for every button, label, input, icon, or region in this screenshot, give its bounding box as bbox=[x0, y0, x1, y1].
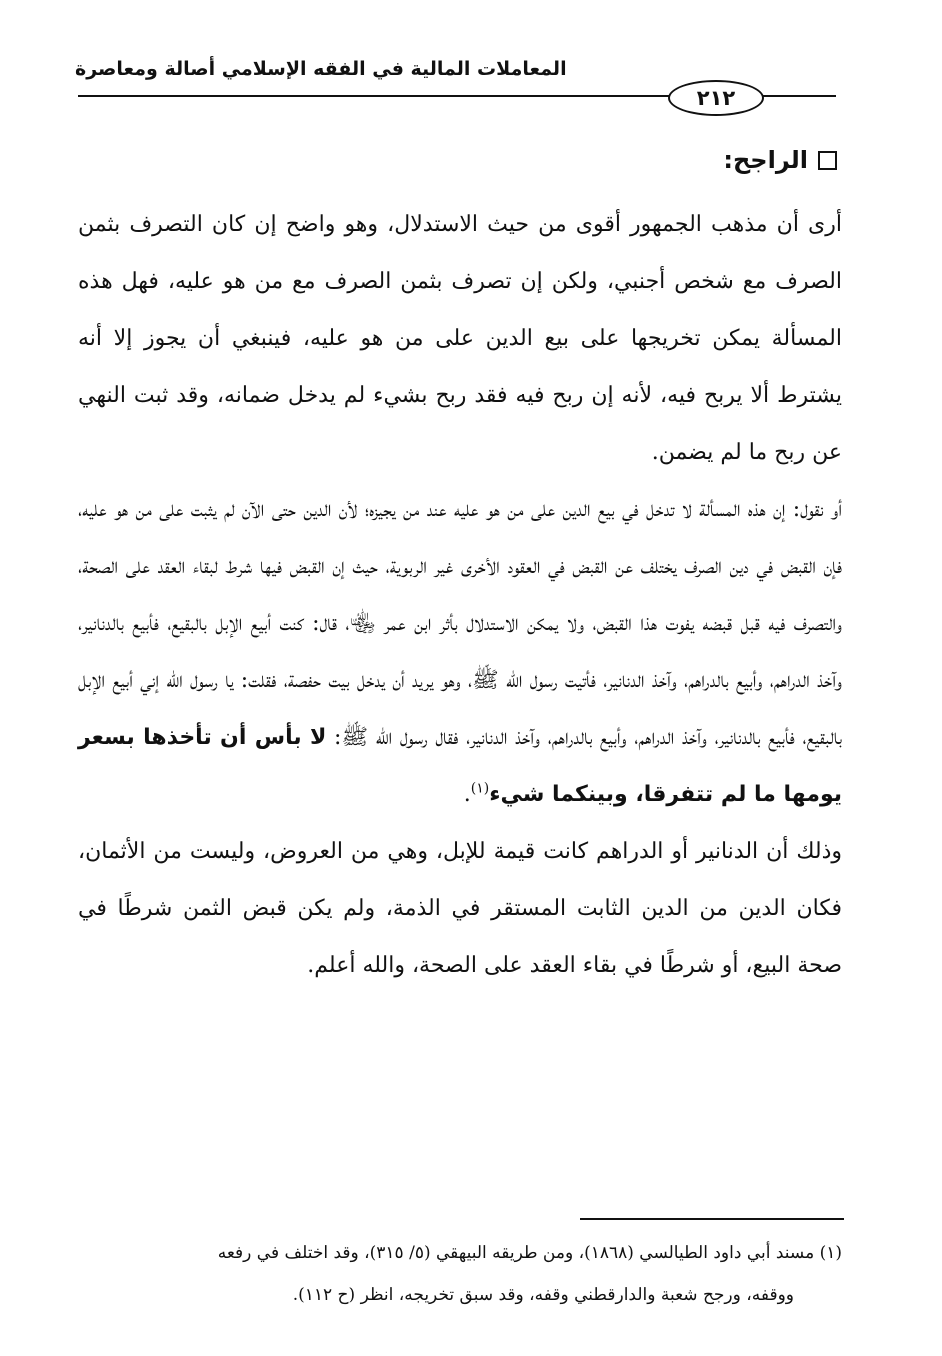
paragraph-end-punctuation: . bbox=[463, 782, 471, 807]
paragraph-explanation: وذلك أن الدنانير أو الدراهم كانت قيمة للإبل، وهي من العروض، وليست من الأثمان، فكان الدين من الدين الثابت المستقر في الذمة، ولم يكن قبض الثمن شرطًا في صحة البيع، أو شرطًا في بقاء العقد على الصحة، والله أعلم. bbox=[78, 839, 842, 978]
footnote-rule bbox=[580, 1218, 844, 1220]
square-bullet-icon bbox=[818, 151, 837, 170]
paragraph-preferred-view: أرى أن مذهب الجمهور أقوى من حيث الاستدلال، وهو واضح إن كان التصرف بثمن الصرف مع شخص أجنبي، ولكن إن تصرف بثمن الصرف مع من هو عليه، فهل هذه المسألة يمكن تخريجها على بيع الدين على من هو عليه، فينبغي أن يجوز إلا أنه يشترط ألا يربح فيه، لأنه إن ربح فيه فقد ربح بشيء لم يدخل ضمانه، وقد ثبت النهي عن ربح ما لم يضمن. bbox=[78, 212, 842, 465]
page-number: ٢١٢ bbox=[668, 80, 764, 116]
footnote-reference[interactable]: (١) bbox=[470, 780, 490, 797]
running-header-title: المعاملات المالية في الفقه الإسلامي أصالة ومعاصرة bbox=[75, 58, 567, 80]
footnotes bbox=[78, 1232, 842, 1316]
hadith-quote: لا بأس أن تأخذها بسعر يومها ما لم تتفرقا، وبينكما شيء bbox=[78, 725, 842, 807]
footnote-1-line-1: (١) مسند أبي داود الطيالسي (١٨٦٨)، ومن طريقه البيهقي (٥/ ٣١٥)، وقد اختلف في رفعه bbox=[217, 1243, 842, 1263]
footnote-1-line-2: ووقفه، ورجح شعبة والدارقطني وقفه، وقد سبق تخريجه، انظر (ح ١١٢). bbox=[292, 1285, 794, 1305]
body-text bbox=[78, 196, 842, 994]
section-heading-label: الراجح: bbox=[723, 146, 808, 174]
paragraph-alternative-view bbox=[78, 481, 842, 823]
paragraph-lead-text: أو نقول: إن هذه المسألة لا تدخل في بيع الدين على من هو عليه عند من يجيزه؛ لأن الدين حتى الآن لم يثبت على من هو عليه، فإن القبض في دين الصرف يختلف عن القبض في العقود الأخرى غير الربوية، حيث إن القبض فيها شرط لبقاء العقد على الصحة، والتصرف فيه قبل قبضه يفوت هذا القبض، ولا يمكن الاستدلال بأثر ابن عمر ﵄، قال: كنت أبيع الإبل بالبقيع، فأبيع بالدنانير، وآخذ الدراهم، وأبيع بالدراهم، وآخذ الدنانير، فأتيت رسول الله ﷺ، وهو يريد أن يدخل بيت حفصة، فقلت: يا رسول الله إني أبيع الإبل بالبقيع، فأبيع بالدنانير، وآخذ الدراهم، وأبيع بالدراهم، وآخذ الدنانير، فقال رسول الله ﷺ: bbox=[78, 497, 842, 750]
section-heading bbox=[723, 146, 837, 174]
